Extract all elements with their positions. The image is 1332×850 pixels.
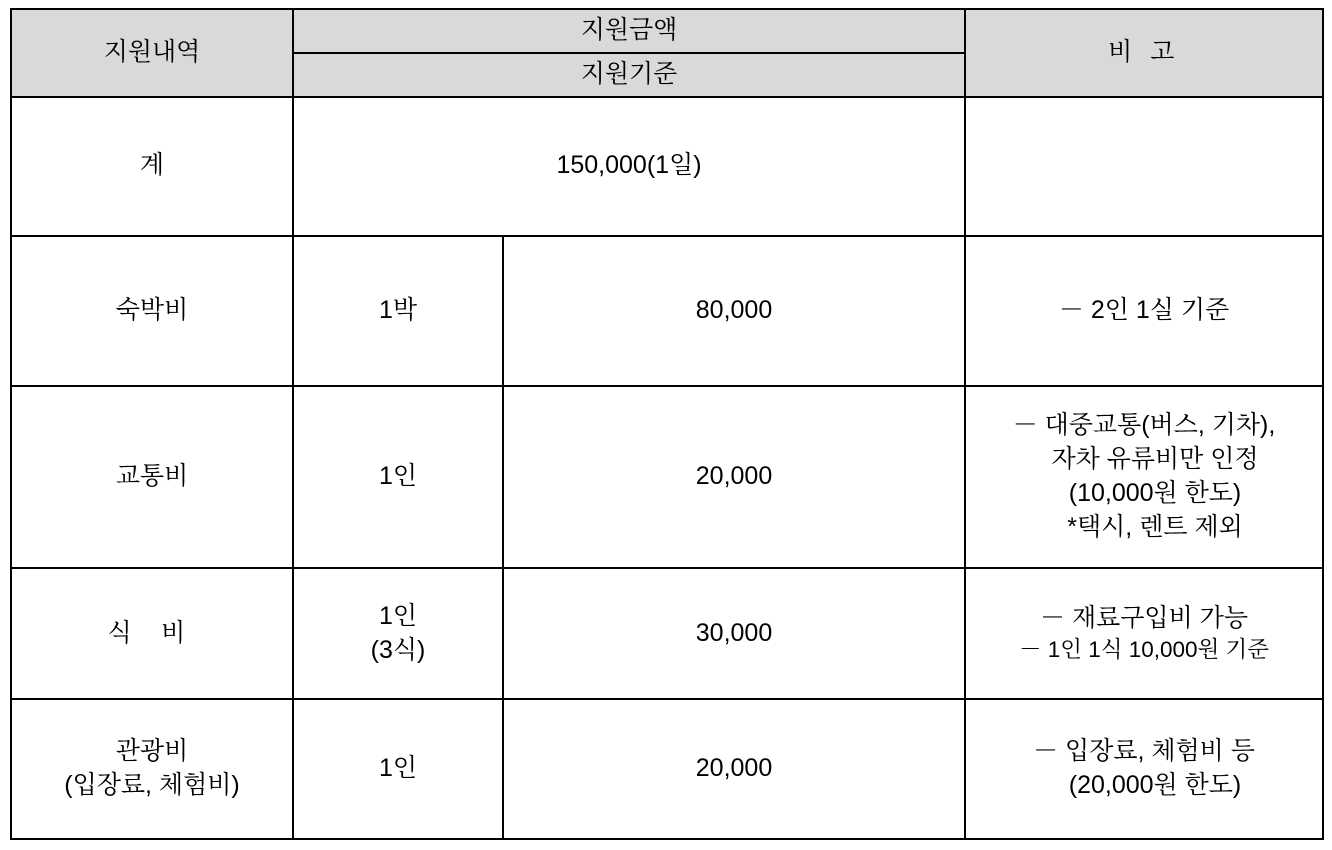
note-line: － 2인 1실 기준 (1058, 296, 1230, 325)
row-lodging-note (965, 236, 1323, 386)
table-row (11, 97, 1323, 237)
table-row (11, 386, 1323, 568)
row-tour-item (11, 699, 293, 839)
row-lodging-item: 숙박비 (11, 236, 293, 386)
row-lodging-unit: 1박 (293, 236, 503, 386)
note-line: － 입장료, 체험비 등 (1033, 737, 1255, 766)
item-line-1: 관광비 (115, 737, 189, 766)
header-note: 비 고 (965, 9, 1323, 97)
table-header-row-1 (11, 9, 1323, 53)
row-transport-note (965, 386, 1323, 568)
note-line: (20,000원 한도) (1068, 771, 1242, 800)
row-lodging-amount: 80,000 (503, 236, 965, 386)
row-total-amount: 150,000(1일) (293, 97, 965, 237)
table-body (11, 97, 1323, 840)
row-total-item: 계 (11, 97, 293, 237)
row-transport-item: 교통비 (11, 386, 293, 568)
row-meal-item: 식 비 (11, 568, 293, 700)
unit-line-1: 1인 (378, 601, 418, 630)
table-row (11, 568, 1323, 700)
note-line: 자차 유류비만 인정 (1051, 445, 1259, 474)
note-line: (10,000원 한도) (1068, 478, 1242, 507)
row-tour-amount: 20,000 (503, 699, 965, 839)
header-item: 지원내역 (11, 9, 293, 97)
row-meal-amount: 30,000 (503, 568, 965, 700)
row-tour-note (965, 699, 1323, 839)
unit-line-2: (3식) (370, 635, 426, 664)
table-header (11, 9, 1323, 97)
note-line: *택시, 렌트 제외 (1067, 512, 1243, 541)
row-meal-unit (293, 568, 503, 700)
header-basis: 지원기준 (293, 53, 965, 97)
row-transport-amount: 20,000 (503, 386, 965, 568)
item-line-2: (입장료, 체험비) (64, 771, 240, 800)
note-line: － 재료구입비 가능 (1040, 603, 1248, 632)
table-row (11, 236, 1323, 386)
note-line: － 대중교통(버스, 기차), (1012, 411, 1276, 440)
row-meal-note (965, 568, 1323, 700)
header-amount: 지원금액 (293, 9, 965, 53)
support-details-table (10, 8, 1324, 840)
row-total-note (965, 97, 1323, 237)
row-transport-unit: 1인 (293, 386, 503, 568)
row-tour-unit: 1인 (293, 699, 503, 839)
table-row (11, 699, 1323, 839)
note-line: － 1인 1식 10,000원 기준 (1019, 637, 1270, 663)
